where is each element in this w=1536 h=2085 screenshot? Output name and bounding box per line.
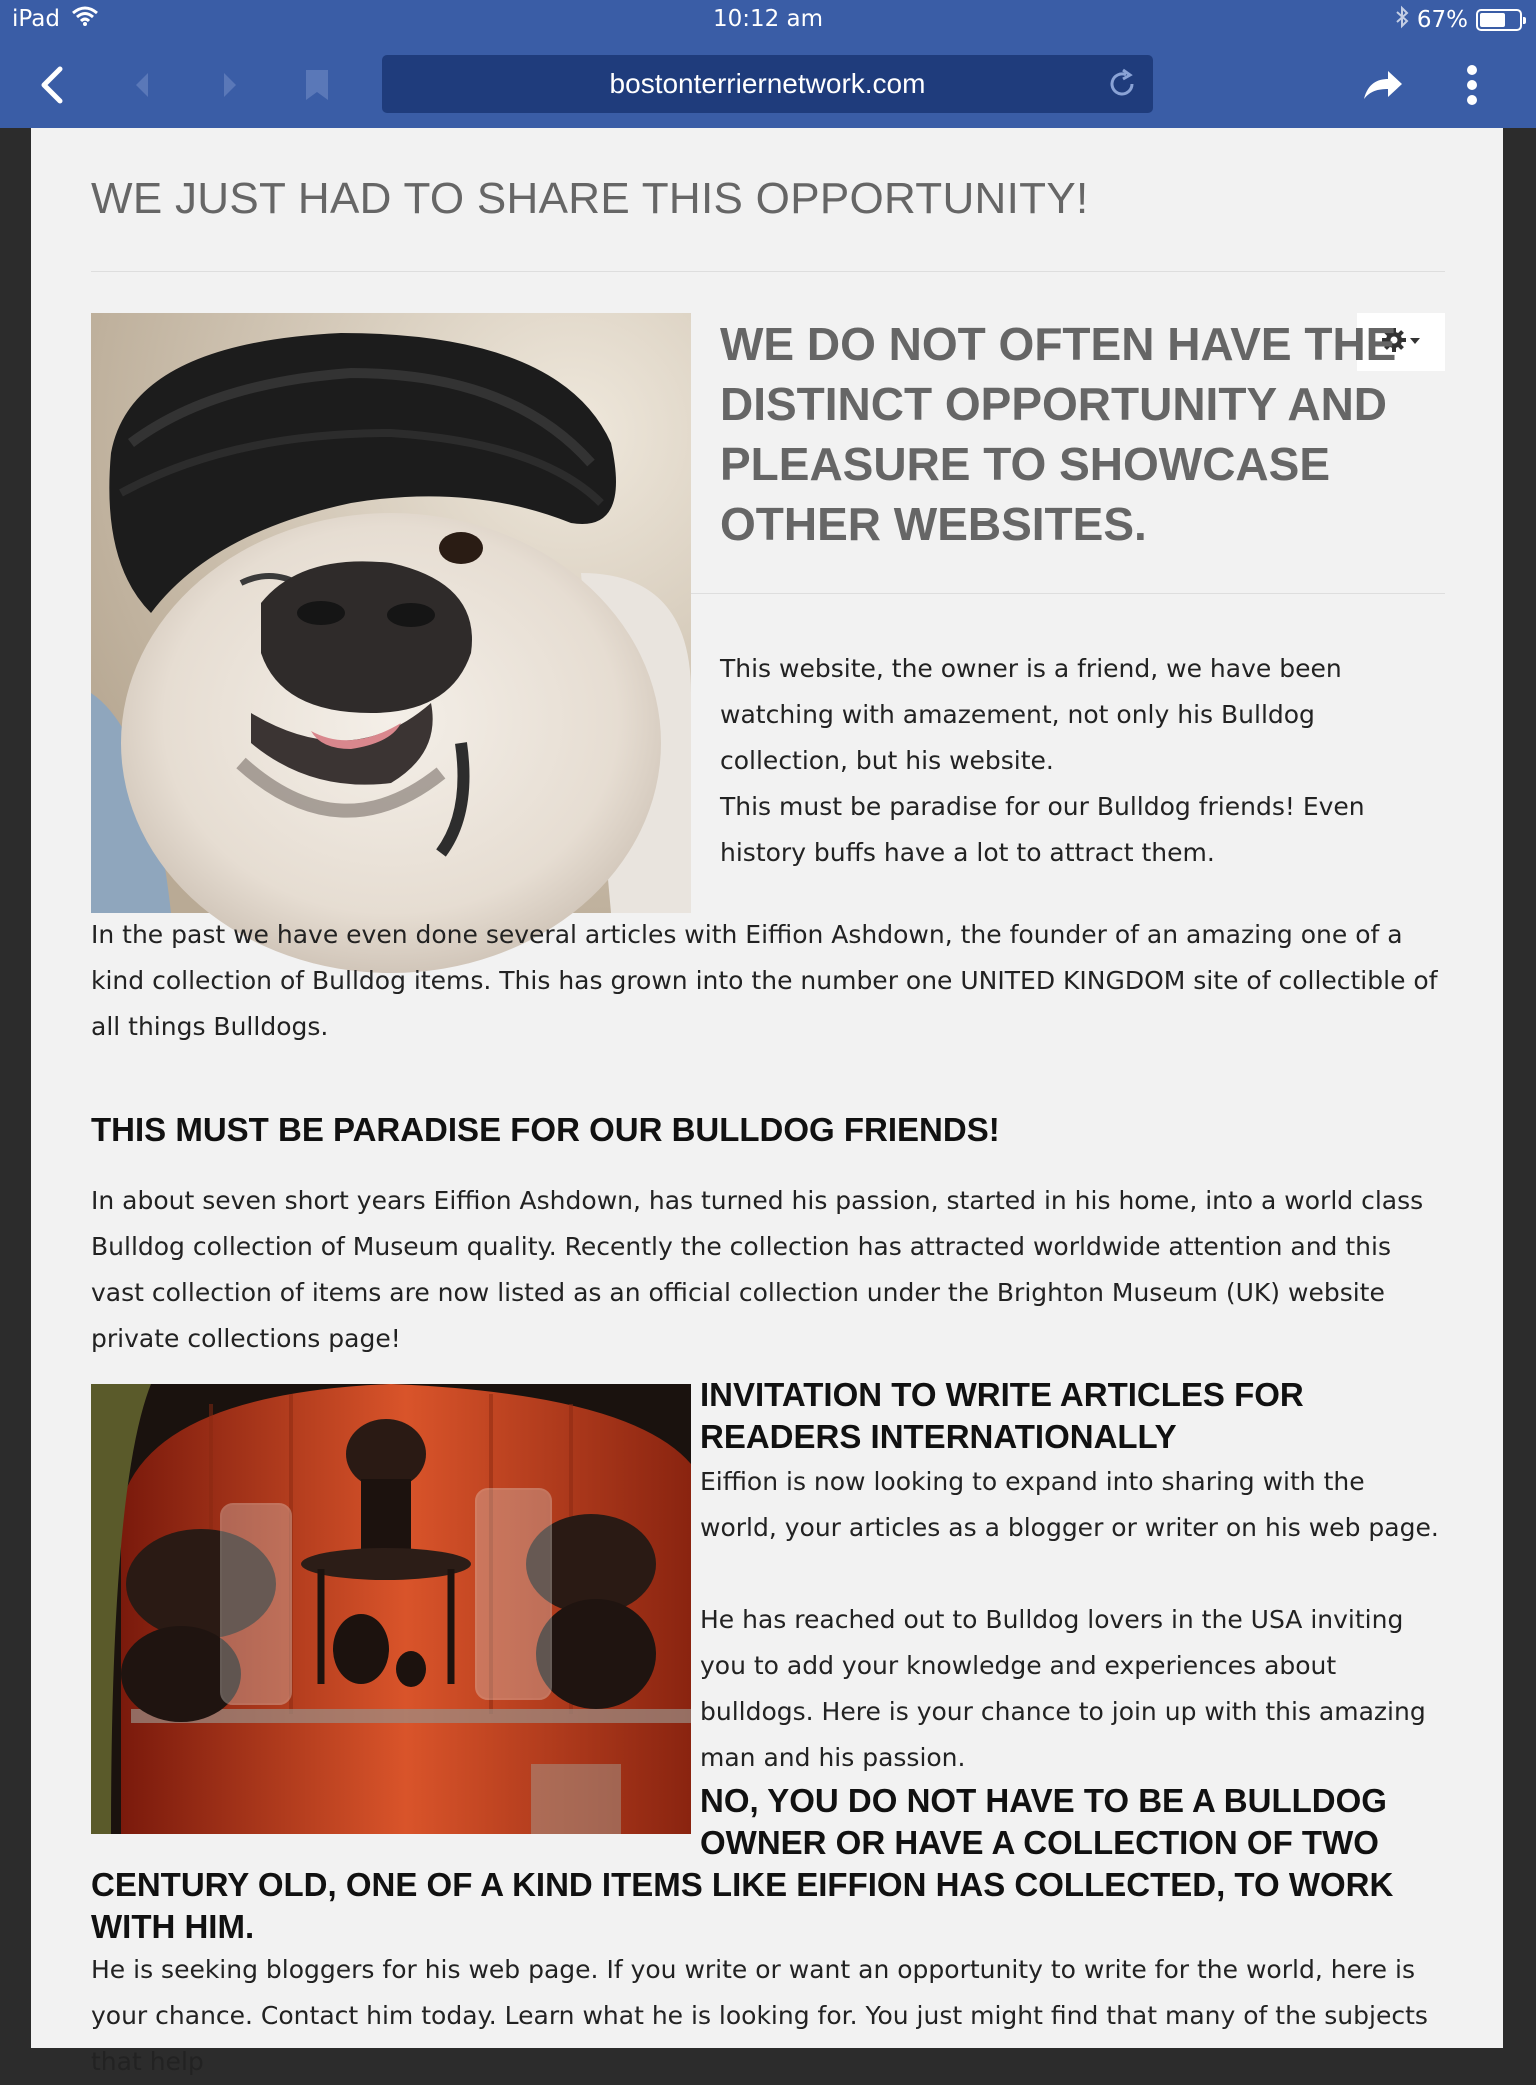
heading-invitation: INVITATION TO WRITE ARTICLES FOR READERS INTERNATIONALLY bbox=[700, 1376, 1304, 1455]
battery-icon bbox=[1476, 9, 1522, 31]
status-time: 10:12 am bbox=[712, 6, 824, 32]
browser-toolbar bbox=[0, 42, 1536, 128]
page-title: WE JUST HAD TO SHARE THIS OPPORTUNITY! bbox=[91, 174, 1089, 223]
bluetooth-icon bbox=[1395, 6, 1409, 34]
status-right bbox=[1395, 6, 1522, 34]
heading-no-owner-line1: NO, YOU DO NOT HAVE TO BE A BULLDOG bbox=[700, 1782, 1387, 1819]
bulldog-hat-photo bbox=[91, 313, 691, 913]
heading-no-owner-line3: CENTURY OLD, ONE OF A KIND ITEMS LIKE EIFFION HAS COLLECTED, TO WORK WITH HIM. bbox=[91, 1866, 1394, 1945]
back-icon[interactable] bbox=[26, 60, 76, 110]
battery-percent: 67% bbox=[1416, 7, 1468, 33]
device-label: iPad bbox=[12, 6, 60, 32]
url-bar[interactable] bbox=[382, 55, 1153, 113]
paragraph-paradise: This must be paradise for our Bulldog friends! Even history buffs have a lot to attract them. bbox=[720, 792, 1365, 867]
paragraph-collection: In about seven short years Eiffion Ashdown, has turned his passion, started in his home, into a world class Bulldog collection of Museum quality. Recently the collection has attracted worldwide attention and this vast collection of items are now listed as an official collection under the Brighton Museum (UK) website private collections page! bbox=[91, 1186, 1424, 1353]
history-forward-icon[interactable] bbox=[205, 60, 255, 110]
paragraph-expand: Eiffion is now looking to expand into sharing with the world, your articles as a blogger or writer on his web page. bbox=[700, 1467, 1439, 1542]
web-page bbox=[31, 128, 1503, 2076]
intro-headline: WE DO NOT OFTEN HAVE THE DISTINCT OPPORTUNITY AND PLEASURE TO SHOWCASE OTHER WEBSITES. bbox=[720, 318, 1397, 550]
more-icon[interactable] bbox=[1447, 60, 1497, 110]
status-bar bbox=[0, 0, 1536, 42]
history-back-icon[interactable] bbox=[117, 60, 167, 110]
heading-no-owner-line2: OWNER OR HAVE A COLLECTION OF TWO bbox=[700, 1824, 1379, 1861]
paragraph-reached-out: He has reached out to Bulldog lovers in the USA inviting you to add your knowledge and experiences about bulldogs. Here is your chance to join up with this amazing man and his passion. bbox=[700, 1605, 1426, 1772]
paragraph-friend: This website, the owner is a friend, we have been watching with amazement, not only his Bulldog collection, but his website. bbox=[720, 654, 1342, 775]
heading-paradise: THIS MUST BE PARADISE FOR OUR BULLDOG FRIENDS! bbox=[91, 1111, 1000, 1148]
paragraph-seeking-bloggers: He is seeking bloggers for his web page. If you write or want an opportunity to write for the world, here is your chance. Contact him today. Learn what he is looking for. You just might find that many of the subjects that help bbox=[91, 1955, 1428, 2076]
battery-level bbox=[1480, 13, 1505, 27]
headline-divider bbox=[691, 593, 1445, 594]
share-icon[interactable] bbox=[1358, 60, 1408, 110]
paragraph-past-articles: In the past we have even done several articles with Eiffion Ashdown, the founder of an amazing one of a kind collection of Bulldog items. This has grown into the number one UNITED KINGDOM site of collectible of all things Bulldogs. bbox=[91, 920, 1438, 1041]
url-text: bostonterriernetwork.com bbox=[609, 68, 926, 99]
title-divider bbox=[91, 271, 1445, 272]
reload-icon[interactable] bbox=[1101, 63, 1143, 105]
bookmark-icon[interactable] bbox=[292, 60, 342, 110]
bulldog-collection-photo bbox=[91, 1384, 691, 1834]
